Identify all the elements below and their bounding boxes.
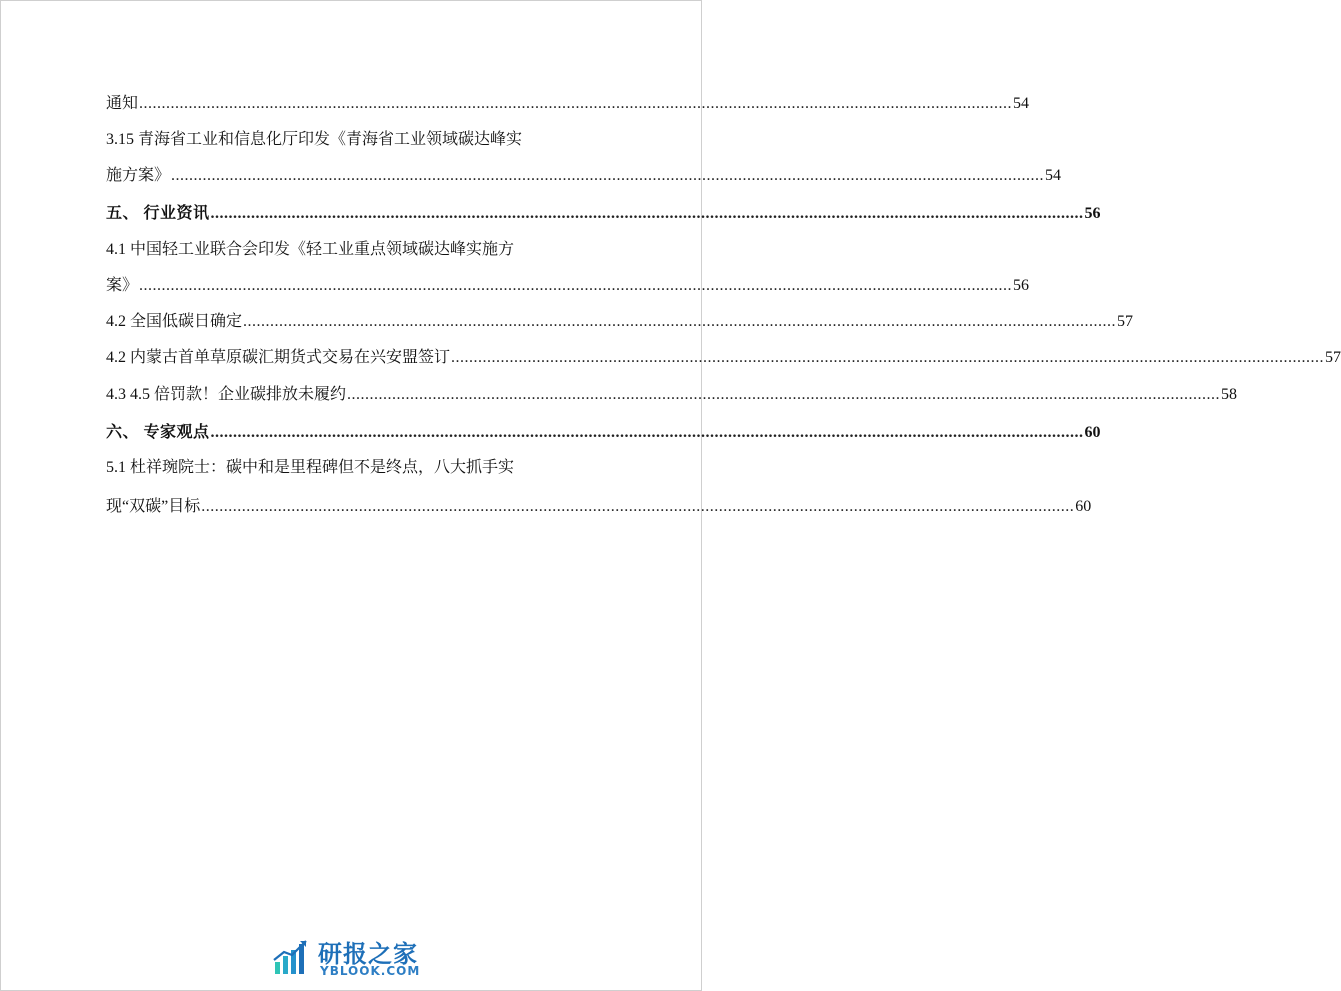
watermark-logo [272,936,442,984]
toc-leader-dots: .................................................................................................................................................................................................. [139,95,1013,112]
bar-chart-logo-icon [272,936,312,976]
toc-page-number: 60 [1075,498,1092,515]
toc-entry-title: 4.1 中国轻工业联合会印发《轻工业重点领域碳达峰实施方 [106,241,515,258]
toc-page-number: 56 [1013,277,1030,294]
toc-entry[interactable] [106,345,1341,371]
toc-page-number: 54 [1045,167,1062,184]
toc-page-number: 58 [1221,386,1238,403]
toc-page-number: 56 [1084,205,1101,222]
toc-leader-dots: .................................................................................................................................................................................................. [210,424,1084,441]
toc-page-number: 57 [1117,313,1134,330]
toc-leader-dots: .................................................................................................................................................................................................. [201,498,1075,515]
toc-entry-title: 4.3 4.5 倍罚款！企业碳排放未履约 [106,386,347,403]
toc-leader-dots: .................................................................................................................................................................................................. [451,349,1325,366]
toc-leader-dots: .................................................................................................................................................................................................. [243,313,1117,330]
toc-entry[interactable] [106,273,1030,299]
toc-leader-dots: .................................................................................................................................................................................................. [171,167,1045,184]
toc-entry-title: 5.1 杜祥琬院士：碳中和是里程碑但不是终点，八大抓手实 [106,459,515,476]
toc-leader-dots: .................................................................................................................................................................................................. [139,277,1013,294]
toc-section-heading[interactable] [106,201,1101,227]
toc-entry-title: 4.2 全国低碳日确定 [106,313,243,330]
toc-entry-title: 案》 [106,277,139,294]
toc-entry[interactable] [106,237,514,263]
toc-entry[interactable] [106,91,1030,117]
toc-page-number: 54 [1013,95,1030,112]
toc-section-title: 五、 行业资讯 [106,205,210,222]
toc-page-number: 60 [1084,424,1101,441]
logo-chinese-name: 研报之家 [318,940,418,968]
toc-entry[interactable] [106,455,514,481]
toc-entry-title: 通知 [106,95,139,112]
toc-entry[interactable] [106,382,1238,408]
toc-entry-title: 3.15 青海省工业和信息化厅印发《青海省工业领域碳达峰实 [106,131,523,148]
toc-entry[interactable] [106,127,522,153]
toc-entry-title: 现“双碳”目标 [106,498,201,515]
toc-section-heading[interactable] [106,420,1101,446]
toc-entry-title: 施方案》 [106,167,171,184]
toc-entry[interactable] [106,163,1062,189]
toc-leader-dots: .................................................................................................................................................................................................. [347,386,1221,403]
toc-page-number: 57 [1325,349,1341,366]
toc-leader-dots: .................................................................................................................................................................................................. [210,205,1084,222]
toc-entry-title: 4.2 内蒙古首单草原碳汇期货式交易在兴安盟签订 [106,349,451,366]
toc-section-title: 六、 专家观点 [106,424,210,441]
toc-entry[interactable] [106,309,1134,335]
logo-english-name: YBLOOK.COM [320,964,421,978]
toc-entry[interactable] [106,494,1092,520]
